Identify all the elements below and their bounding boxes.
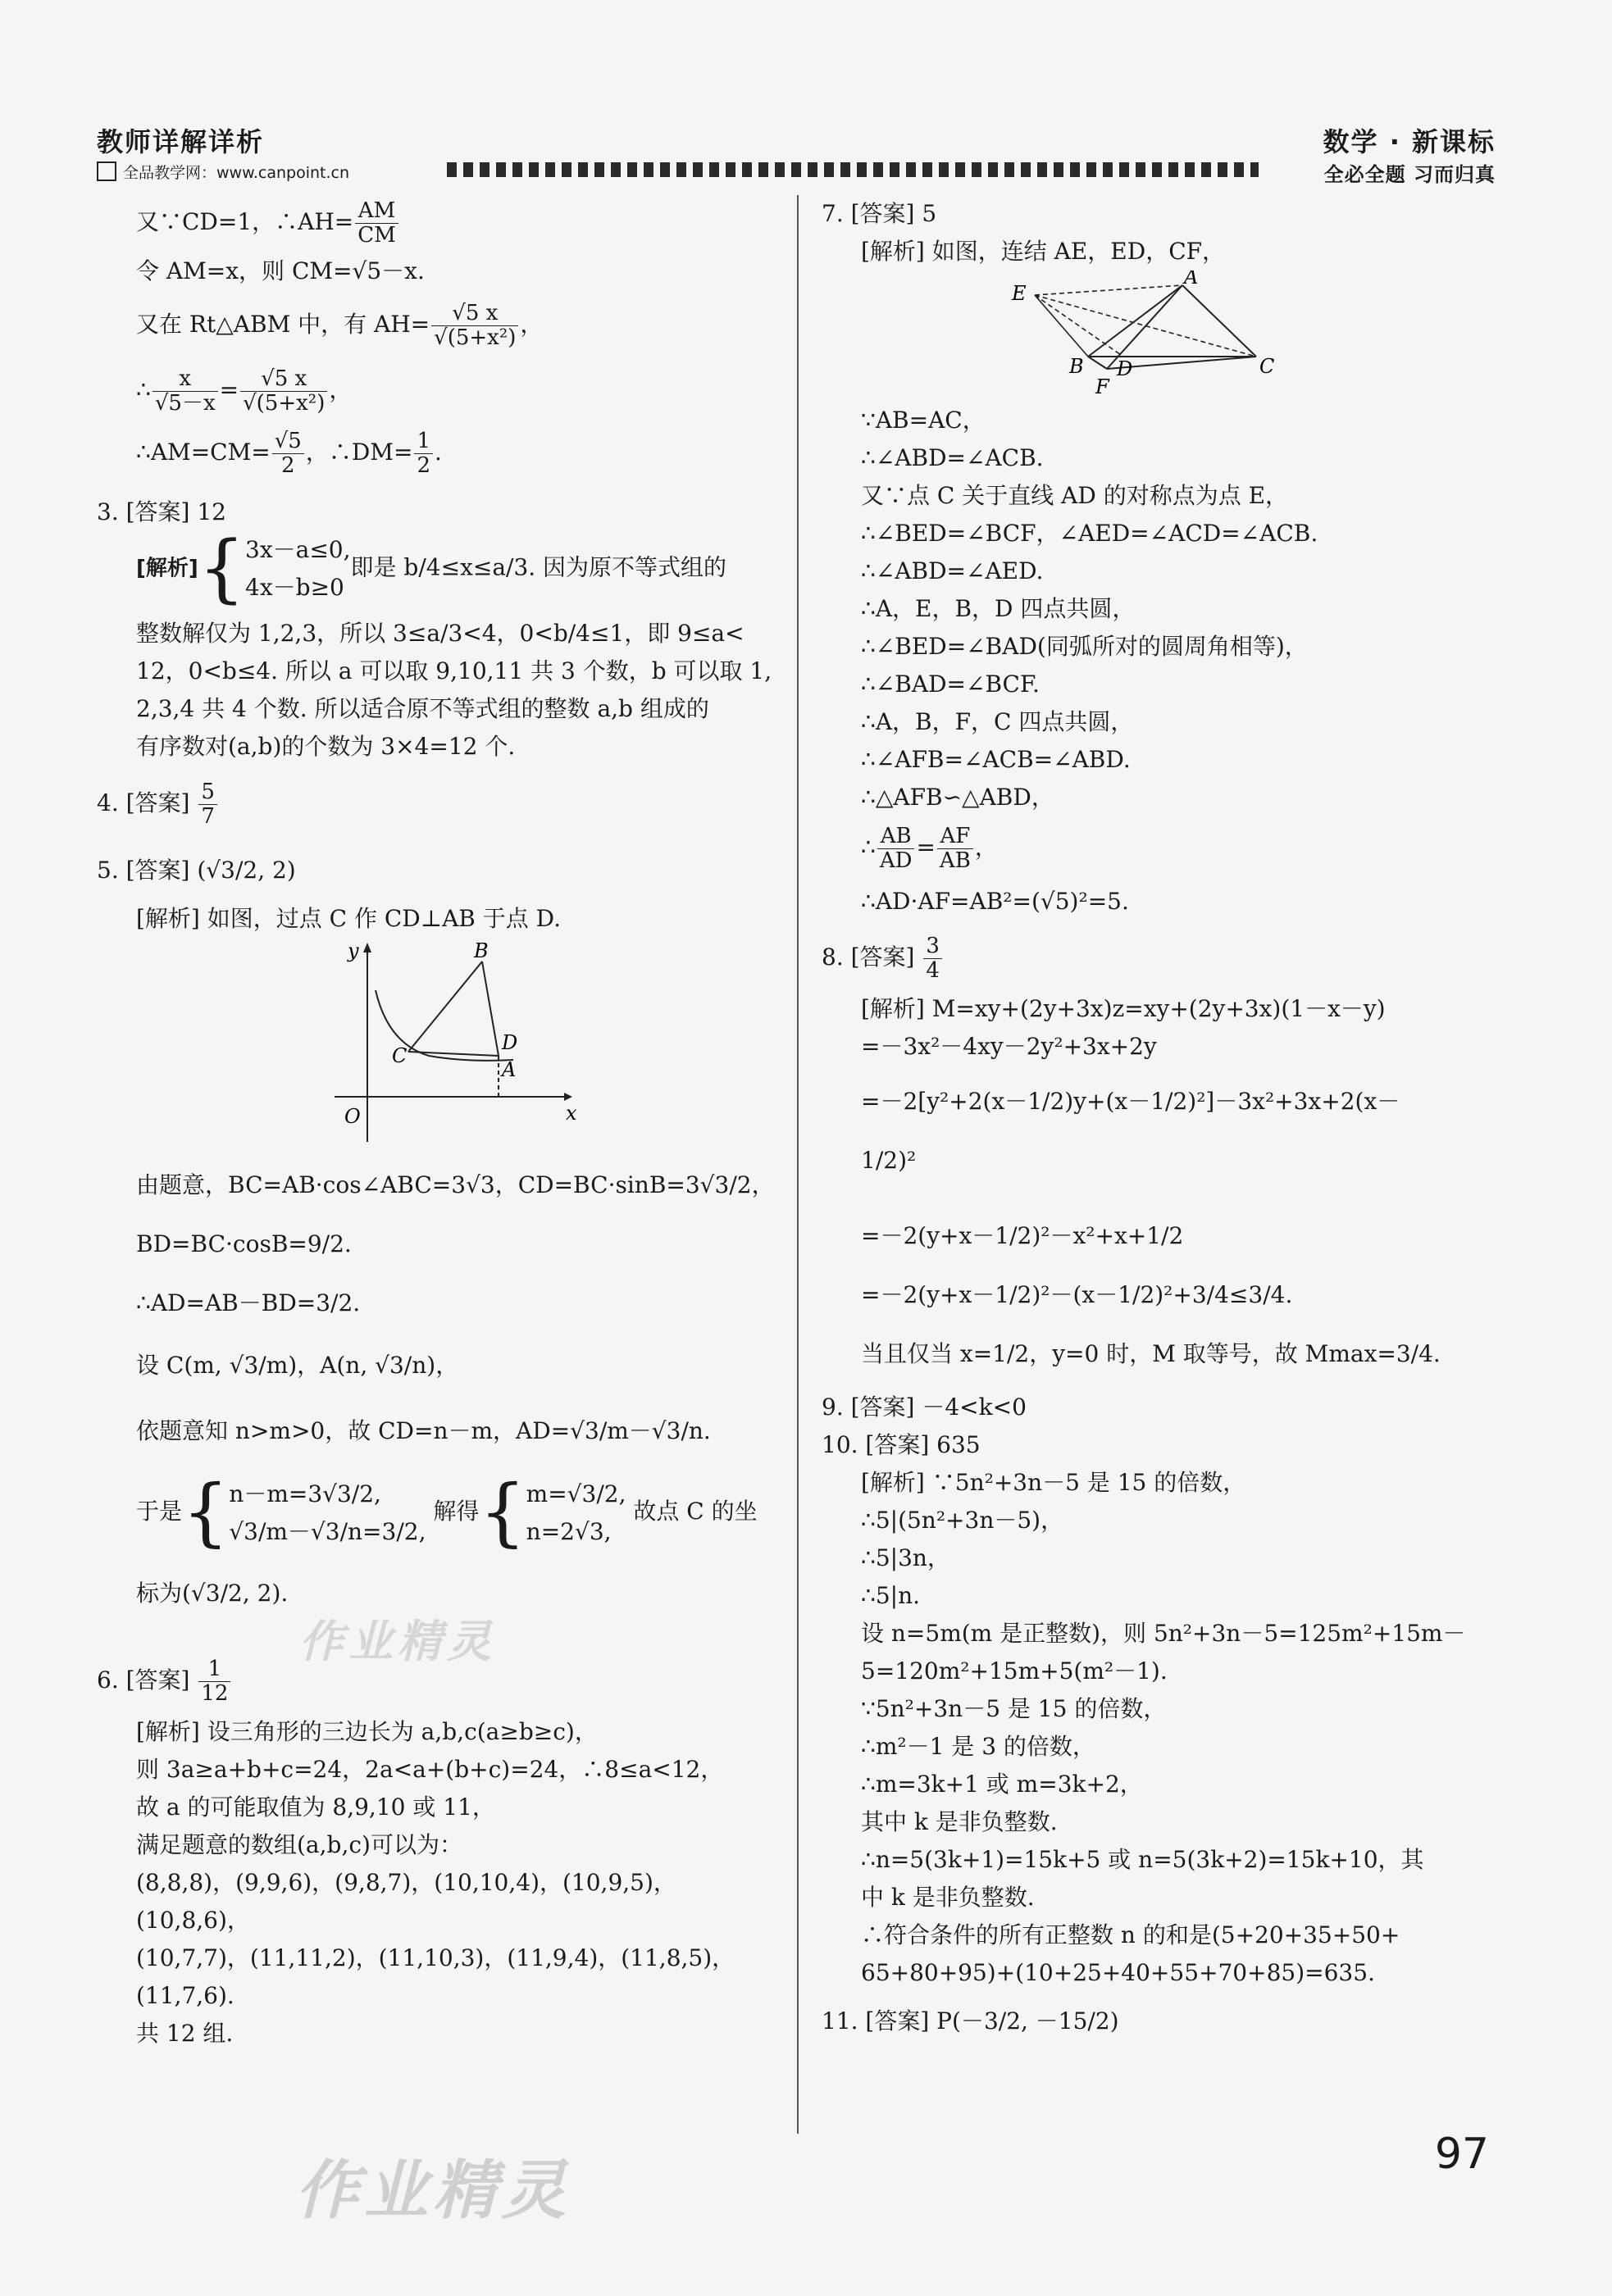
label-d: D: [502, 1031, 518, 1054]
q6-line5: (8,8,8)，(9,9,6)，(9,8,7)，(10,10,4)，(10,9,5)，(10,8,6)，: [136, 1869, 676, 1934]
fraction: [240, 367, 327, 415]
numerator: √5 x: [240, 367, 327, 392]
system-row: 4x－b≥0: [245, 574, 344, 601]
q8-line7: 当且仅当 x=1/2，y=0 时，M 取等号，故 Mmax=3/4.: [861, 1340, 1441, 1367]
q7-line7: ∴A，E，B，D 四点共圆，: [861, 595, 1136, 622]
denominator: CM: [357, 223, 396, 248]
label-d: D: [1117, 357, 1133, 380]
q3-line4: 2,3,4 共 4 个数. 所以适合原不等式组的整数 a,b 组成的: [136, 695, 709, 722]
q7-answer: 7. [答案] 5: [822, 200, 937, 227]
left-column: [97, 195, 777, 2053]
q7-line4: 又∵点 C 关于直线 AD 的对称点为点 E，: [861, 482, 1289, 509]
brace: {: [182, 1469, 230, 1556]
q4-answer: [97, 771, 777, 836]
label-o: O: [344, 1105, 361, 1128]
text: =: [916, 834, 936, 861]
fraction: [355, 199, 398, 247]
q6-line6: (10,7,7)，(11,11,2)，(11,10,3)，(11,9,4)，(11,8,5)，: [136, 1944, 735, 1971]
q10-line2: ∴5|(5n²+3n－5)，: [861, 1507, 1064, 1534]
text: 6. [答案]: [97, 1666, 190, 1694]
label-a: A: [502, 1058, 517, 1081]
label-c: C: [1259, 355, 1275, 378]
q8-line2: =－3x²－4xy－2y²+3x+2y: [861, 1033, 1157, 1060]
q7-figure: [822, 271, 1510, 402]
q10-line6: 5=120m²+15m+5(m²－1).: [861, 1657, 1168, 1684]
q9-answer: 9. [答案] －4<k<0: [822, 1394, 1027, 1421]
q5-line1: [解析] 如图，过点 C 作 CD⊥AB 于点 D.: [136, 905, 562, 932]
fraction: [937, 825, 973, 872]
text: 又∵CD=1，∴AH=: [136, 208, 354, 235]
p2-line4: ∴ $\frac{x}{√5-x}$ = $\frac{√5 x}{\text{√(5+x²)}}$ ，: [136, 366, 353, 416]
q7-line9: ∴∠BAD=∠BCF.: [861, 671, 1040, 698]
system-row: 3x－a≤0,: [245, 536, 351, 563]
system: [526, 1475, 626, 1551]
system-row: n－m=3√3/2,: [229, 1480, 381, 1507]
q7-line13: ∴ $\frac{AB}{AD}$ = $\frac{AF}{AB}$ ，: [861, 824, 998, 873]
system-row: m=√3/2,: [526, 1480, 626, 1507]
q10-line9: ∴m=3k+1 或 m=3k+2，: [861, 1771, 1143, 1798]
q7-line3: ∴∠ABD=∠ACB.: [861, 444, 1044, 471]
q5-figure: [97, 941, 777, 1146]
qr-icon: [97, 161, 116, 181]
q7-line10: ∴A，B，F，C 四点共圆，: [861, 708, 1134, 735]
segment-bc: [408, 962, 482, 1052]
q11-answer: 11. [答案] P(－3/2, －15/2): [822, 2007, 1119, 2035]
text: ∴: [136, 376, 151, 403]
q7-line12: ∴△AFB∽△ABD，: [861, 784, 1054, 811]
text: ∴: [861, 834, 876, 861]
q10-line4: ∴5|n.: [861, 1582, 920, 1609]
q8-line1: [解析] M=xy+(2y+3x)z=xy+(2y+3x)(1－x－y): [861, 995, 1386, 1022]
text: 即是 b/4≤x≤a/3. 因为原不等式组的: [350, 553, 727, 581]
denominator: 7: [201, 804, 215, 829]
q8-line3: =－2[y²+2(x－1/2)y+(x－1/2)²]－3x²+3x+2(x－: [861, 1088, 1400, 1115]
text: 解得: [433, 1498, 480, 1525]
label-c: C: [392, 1044, 408, 1067]
brace: {: [198, 525, 246, 612]
segment-ba: [482, 962, 499, 1056]
q6-line7: (11,7,6).: [136, 1982, 235, 2009]
q10-answer: 10. [答案] 635: [822, 1431, 981, 1458]
system-row: n=2√3,: [526, 1517, 612, 1545]
q6-line8: 共 12 组.: [136, 2020, 234, 2047]
numerator: √5 x: [431, 302, 518, 326]
numerator: √5: [272, 430, 304, 454]
q5-line4: ∴AD=AB－BD=3/2.: [136, 1289, 361, 1316]
q8-line4: 1/2)²: [861, 1147, 917, 1174]
watermark: 作业精灵: [295, 2154, 571, 2228]
analysis-tag: [解析]: [136, 556, 198, 581]
q10-line13: ∴符合条件的所有正整数 n 的和是(5+20+35+50+: [861, 1921, 1400, 1948]
system: [245, 531, 350, 607]
fraction: [923, 934, 942, 982]
label-x: x: [566, 1102, 577, 1125]
p2-line1: [97, 195, 777, 249]
q10-line11: ∴n=5(3k+1)=15k+5 或 n=5(3k+2)=15k+10，其: [861, 1846, 1424, 1873]
q6-line3: 故 a 的可能取值为 8,9,10 或 11，: [136, 1794, 495, 1821]
numerator: AB: [877, 825, 915, 849]
q10-line5: 设 n=5m(m 是正整数)，则 5n²+3n－5=125m²+15m－: [861, 1620, 1466, 1647]
header-site: [97, 161, 349, 183]
brace: {: [479, 1469, 526, 1556]
q8-line5: =－2(y+x－1/2)²－x²+x+1/2: [861, 1222, 1184, 1249]
denominator: √(5+x²): [243, 391, 326, 416]
label-y: y: [348, 941, 359, 962]
denominator: 2: [281, 453, 295, 478]
q3-line1: [97, 525, 777, 612]
fraction: [198, 780, 217, 828]
text: 4. [答案]: [97, 789, 190, 816]
numerator: 1: [198, 1657, 230, 1682]
header-brand: 全必全题 习而归真: [1323, 163, 1496, 186]
watermark: 作业精灵: [299, 1616, 496, 1667]
denominator: √(5+x²): [434, 325, 517, 350]
label-a: A: [1184, 271, 1199, 289]
denominator: AB: [939, 848, 971, 873]
label-e: E: [1012, 282, 1027, 305]
fraction: [272, 430, 304, 477]
q8-answer: [822, 925, 1510, 990]
label-b: B: [1069, 355, 1084, 378]
segment-ed: [1035, 295, 1123, 357]
segment-bf: [1088, 357, 1107, 369]
q5-line5: 设 C(m, √3/m)，A(n, √3/n)，: [136, 1352, 459, 1379]
q10-line12: 中 k 是非负整数.: [861, 1884, 1035, 1911]
q6-line2: 则 3a≥a+b+c=24，2a<a+(b+c)=24，∴8≤a<12，: [136, 1756, 724, 1783]
q7-line8: ∴∠BED=∠BAD(同弧所对的圆周角相等)，: [861, 633, 1308, 660]
header-left-title: 教师详解详析: [97, 126, 265, 157]
text: ∴AM=CM=: [136, 439, 271, 466]
q7-line11: ∴∠AFB=∠ACB=∠ABD.: [861, 746, 1131, 773]
segment-ea: [1035, 285, 1182, 295]
segment-eb: [1035, 295, 1088, 357]
p2-line5: ∴AM=CM= $\frac{√5}{2}$ ，∴DM= $\frac{1}{2}$ .: [136, 429, 442, 478]
header-stripes: [447, 162, 1259, 177]
page-number: 97: [1434, 2130, 1489, 2179]
q5-answer: 5. [答案] (√3/2, 2): [97, 857, 296, 884]
q6-line4: 满足题意的数组(a,b,c)可以为：: [136, 1831, 462, 1858]
q5-line6: 依题意知 n>m>0，故 CD=n－m，AD=√3/m－√3/n.: [136, 1417, 711, 1444]
y-axis-arrow: [363, 943, 371, 952]
q7-line14: ∴AD·AF=AB²=(√5)²=5.: [861, 888, 1129, 915]
denominator: 12: [201, 1681, 229, 1706]
denominator: 4: [926, 958, 940, 983]
x-axis-arrow: [564, 1093, 572, 1101]
system: [229, 1475, 426, 1551]
denominator: AD: [879, 848, 913, 873]
p2-line2: 令 AM=x，则 CM=√5－x.: [136, 257, 425, 284]
right-column: [822, 195, 1510, 2051]
text: 于是: [136, 1498, 183, 1525]
q10-line14: 65+80+95)+(10+25+40+55+70+85)=635.: [861, 1959, 1375, 1986]
q10-line7: ∵5n²+3n－5 是 15 的倍数，: [861, 1695, 1167, 1722]
q8-line6: =－2(y+x－1/2)²－(x－1/2)²+3/4≤3/4.: [861, 1281, 1293, 1308]
segment-ab: [1088, 285, 1182, 357]
q3-answer: 3. [答案] 12: [97, 498, 226, 525]
numerator: AM: [355, 199, 398, 224]
header-right-title: 数学 · 新课标: [1323, 126, 1496, 157]
label-f: F: [1095, 375, 1109, 398]
q7-line1: [解析] 如图，连结 AE，ED，CF，: [861, 238, 1226, 265]
numerator: AF: [937, 825, 973, 849]
q7-line2: ∵AB=AC，: [861, 407, 986, 434]
q10-line1: [解析] ∵5n²+3n－5 是 15 的倍数，: [861, 1469, 1246, 1496]
q10-line10: 其中 k 是非负整数.: [861, 1808, 1058, 1835]
p2-line3: 又在 Rt△ABM 中，有 AH= $\frac{√5 x}{\text{√(5+x²)}}$ ，: [136, 301, 544, 350]
fraction: [431, 302, 518, 349]
fraction: [414, 430, 433, 477]
text: =: [219, 376, 239, 403]
numerator: 1: [414, 430, 433, 454]
text: 故点 C 的坐标为(√3/2, 2).: [136, 1498, 758, 1607]
header-site-text: 全品教学网：www.canpoint.cn: [123, 164, 350, 182]
hyperbola-figure: [326, 941, 589, 1146]
q10-line8: ∴m²－1 是 3 的倍数，: [861, 1733, 1095, 1760]
q5-line2: 由题意，BC=AB·cos∠ABC=3√3，CD=BC·sinB=3√3/2，: [136, 1171, 775, 1198]
numerator: 5: [198, 780, 217, 805]
numerator: 3: [923, 934, 942, 959]
q3-line5: 有序数对(a,b)的个数为 3×4=12 个.: [136, 733, 516, 760]
q3-line3: 12，0<b≤4. 所以 a 可以取 9,10,11 共 3 个数，b 可以取 1,: [136, 657, 772, 684]
fraction: [153, 367, 218, 415]
q7-line5: ∴∠BED=∠BCF，∠AED=∠ACD=∠ACB.: [861, 520, 1318, 547]
q7-line6: ∴∠ABD=∠AED.: [861, 557, 1044, 584]
q3-line2: 整数解仅为 1,2,3，所以 3≤a/3<4，0<b/4≤1，即 9≤a<: [136, 620, 745, 647]
geometry-figure: [1010, 271, 1305, 402]
fraction: [198, 1657, 230, 1705]
q5-line3: BD=BC·cosB=9/2.: [136, 1230, 352, 1257]
system-row: √3/m－√3/n=3/2,: [229, 1517, 426, 1545]
text: ，∴DM=: [305, 439, 413, 466]
label-b: B: [474, 941, 489, 962]
denominator: √5－x: [154, 391, 216, 416]
fraction: [877, 825, 915, 872]
denominator: 2: [417, 453, 430, 478]
q10-line3: ∴5|3n，: [861, 1544, 950, 1571]
numerator: x: [153, 367, 218, 392]
text: 8. [答案]: [822, 943, 915, 971]
column-divider: [797, 195, 799, 2134]
q6-line1: [解析] 设三角形的三边长为 a,b,c(a≥b≥c)，: [136, 1718, 598, 1745]
text: 又在 Rt△ABM 中，有 AH=: [136, 311, 430, 338]
